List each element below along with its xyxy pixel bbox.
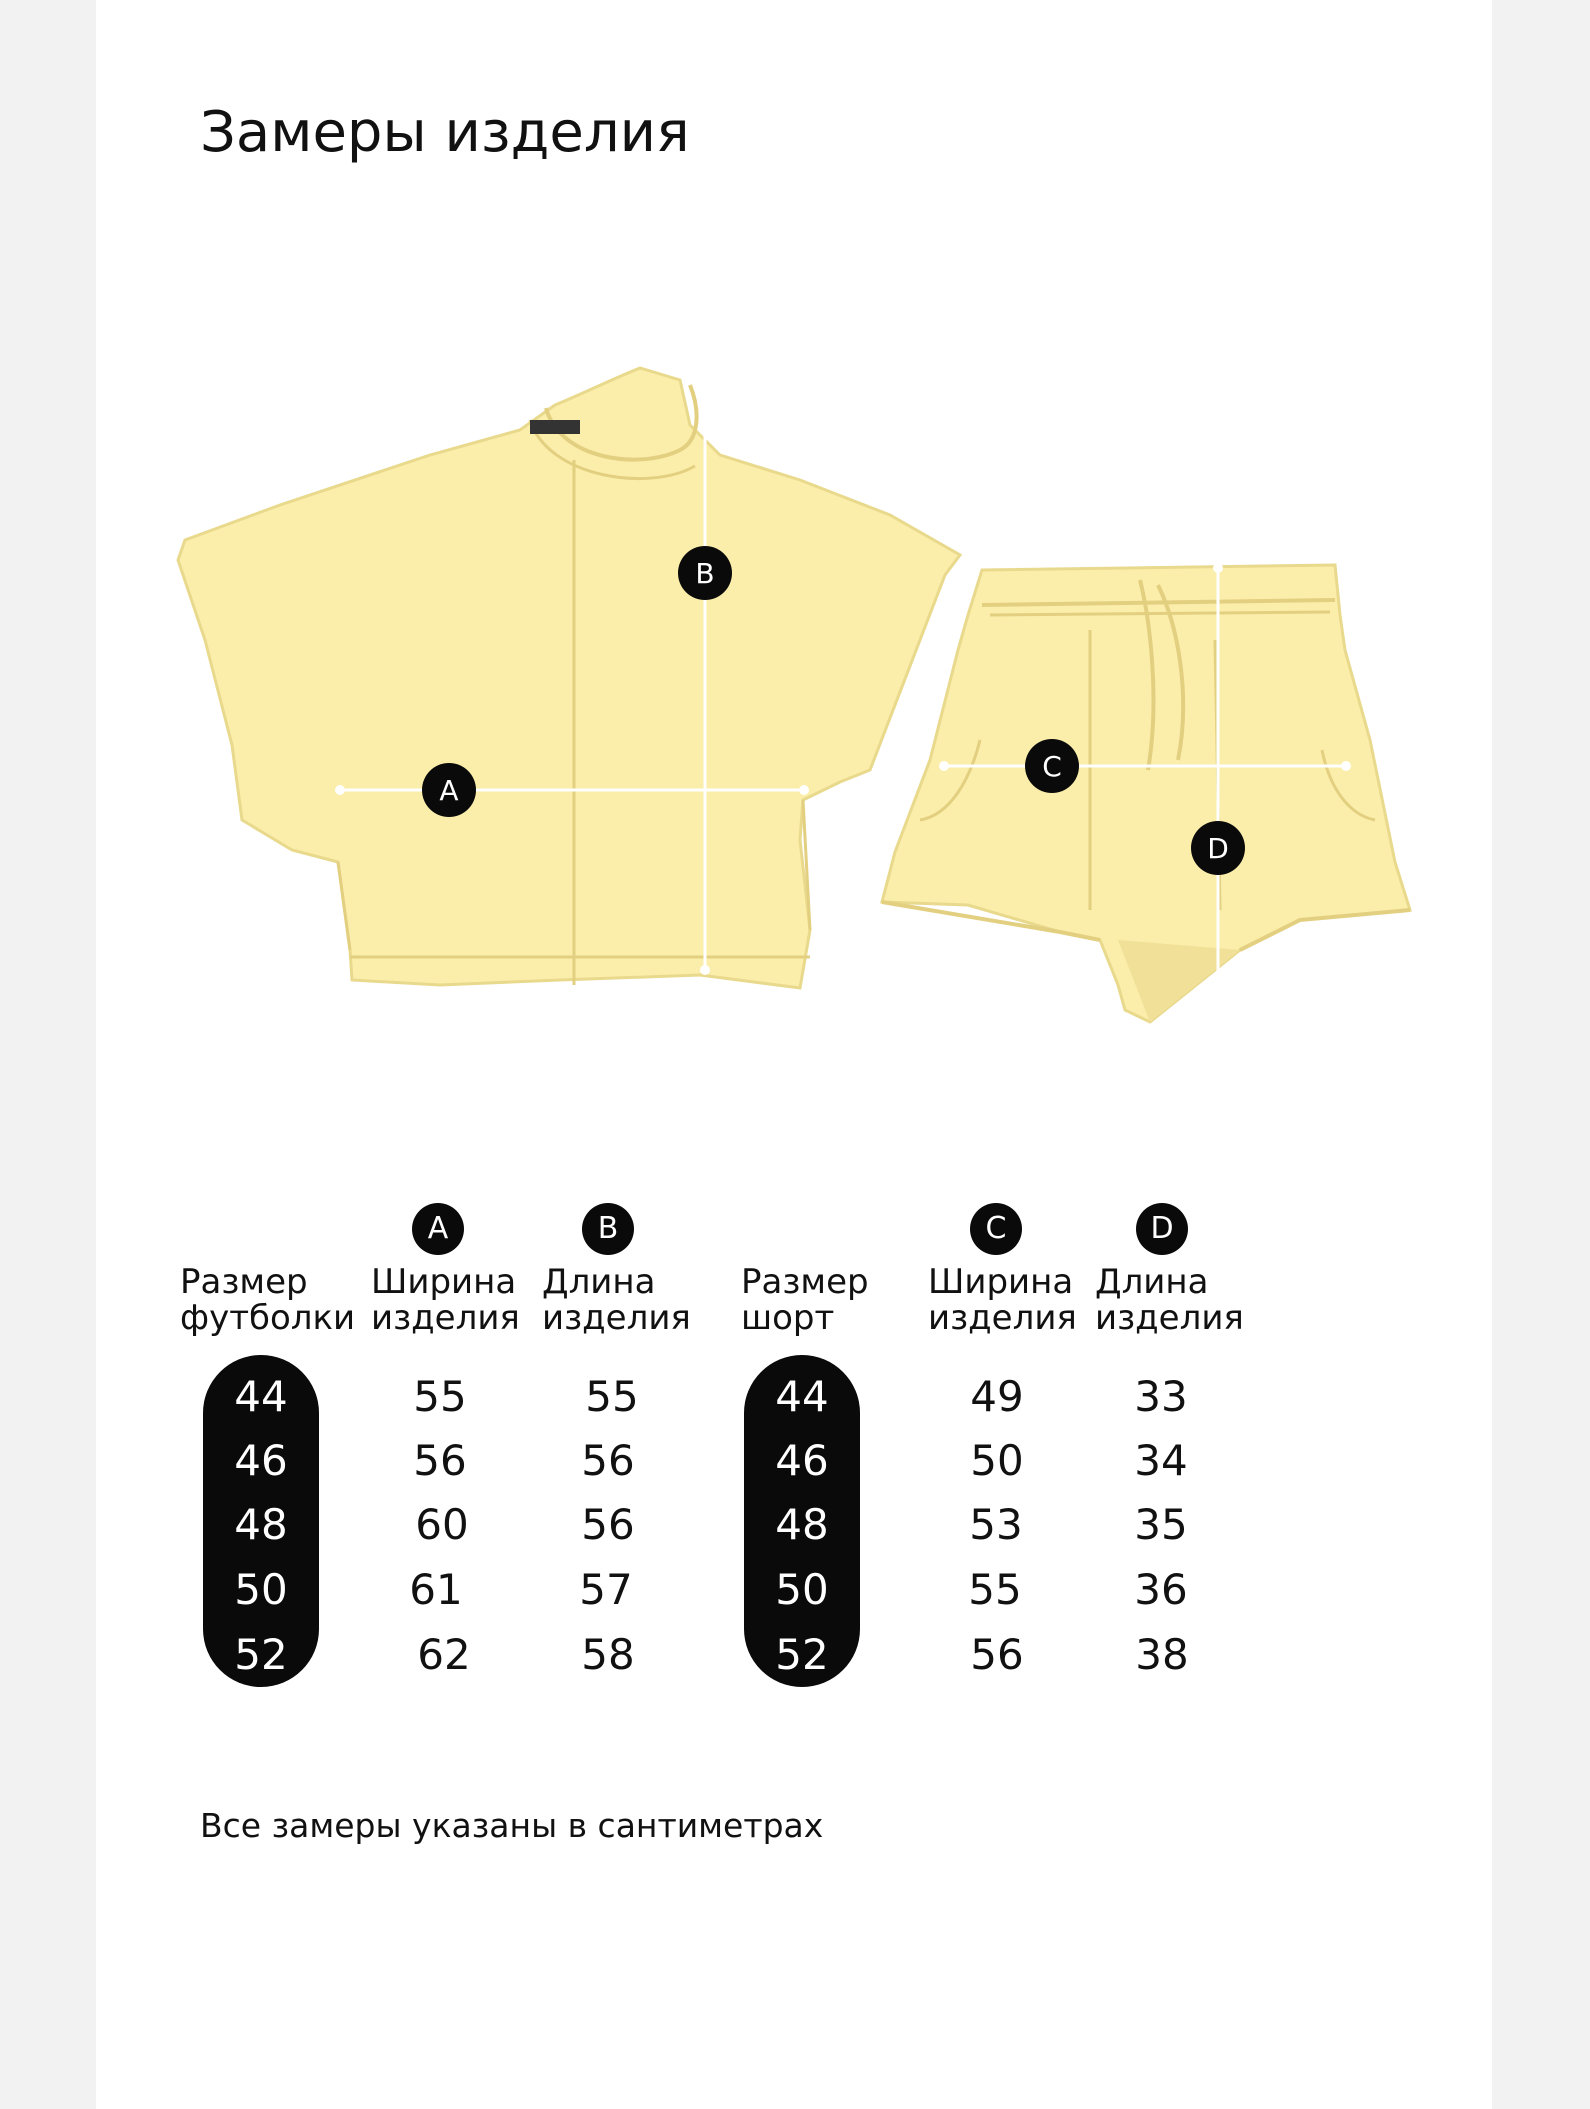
marker-badge-b — [678, 546, 732, 600]
column-badge-c: C — [970, 1203, 1022, 1255]
value-a-46: 56 — [413, 1436, 467, 1485]
svg-text:C: C — [1042, 750, 1062, 783]
value-b-46: 56 — [581, 1436, 635, 1485]
value-c-52: 56 — [970, 1630, 1024, 1679]
marker-badge-d — [1191, 821, 1245, 875]
value-d-50: 36 — [1134, 1565, 1188, 1614]
value-c-44: 49 — [970, 1372, 1024, 1421]
value-a-52: 62 — [417, 1630, 471, 1679]
value-d-46: 34 — [1134, 1436, 1188, 1485]
value-a-48: 60 — [415, 1500, 469, 1549]
tshirt-size-46: 46 — [234, 1436, 288, 1485]
value-a-50: 61 — [409, 1565, 463, 1614]
column-badge-b: B — [582, 1203, 634, 1255]
tshirt-size-48: 48 — [234, 1500, 288, 1549]
tshirt-size-header: Размер футболки — [180, 1262, 356, 1338]
value-b-48: 56 — [581, 1500, 635, 1549]
column-badge-d: D — [1136, 1203, 1188, 1255]
svg-text:B: B — [695, 557, 715, 590]
shorts-size-header: Размер шорт — [741, 1262, 869, 1338]
value-c-50: 55 — [968, 1565, 1022, 1614]
tshirt-size-44: 44 — [234, 1372, 288, 1421]
svg-text:A: A — [439, 774, 459, 807]
marker-badge-c — [1025, 739, 1079, 793]
svg-text:D: D — [1207, 832, 1229, 865]
shorts-size-44: 44 — [775, 1372, 829, 1421]
tshirt-size-50: 50 — [234, 1565, 288, 1614]
length-header-b: Длина изделия — [542, 1262, 691, 1338]
shorts-size-52: 52 — [775, 1630, 829, 1679]
width-header-c: Ширина изделия — [928, 1262, 1077, 1338]
column-badge-a: A — [412, 1203, 464, 1255]
value-c-46: 50 — [970, 1436, 1024, 1485]
page-title: Замеры изделия — [200, 100, 690, 165]
shorts-image — [882, 565, 1410, 1022]
marker-badge-a — [422, 763, 476, 817]
shorts-size-46: 46 — [775, 1436, 829, 1485]
value-d-52: 38 — [1135, 1630, 1189, 1679]
value-b-44: 55 — [585, 1372, 639, 1421]
value-c-48: 53 — [969, 1500, 1023, 1549]
shorts-size-50: 50 — [775, 1565, 829, 1614]
value-b-52: 58 — [581, 1630, 635, 1679]
value-b-50: 57 — [579, 1565, 633, 1614]
value-d-48: 35 — [1134, 1500, 1188, 1549]
value-a-44: 55 — [413, 1372, 467, 1421]
tshirt-size-52: 52 — [234, 1630, 288, 1679]
shorts-size-48: 48 — [775, 1500, 829, 1549]
length-header-d: Длина изделия — [1095, 1262, 1244, 1338]
tshirt-image — [178, 368, 960, 988]
measurement-note: Все замеры указаны в сантиметрах — [200, 1806, 824, 1845]
width-header-a: Ширина изделия — [371, 1262, 520, 1338]
value-d-44: 33 — [1134, 1372, 1188, 1421]
